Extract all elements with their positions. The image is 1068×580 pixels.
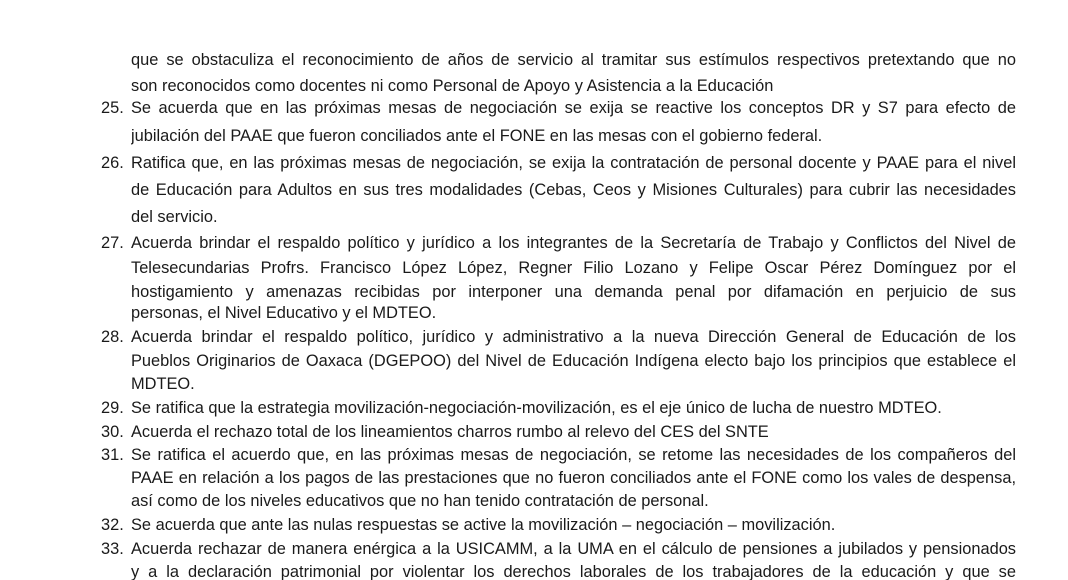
continuation-line-2: son reconocidos como docentes ni como Personal de Apoyo y Asistencia a la Educación [131,77,774,95]
item-31-number: 31. [101,446,124,464]
item-26-number: 26. [101,154,124,172]
item-26-line-2: de Educación para Adultos en sus tres modalidades (Cebas, Ceos y Misiones Culturales) para cubrir las necesidades [131,181,1016,199]
item-29-line-1: Se ratifica que la estrategia movilización-negociación-movilización, es el eje único de lucha de nuestro MDTEO. [131,399,942,417]
item-28-line-1: Acuerda brindar el respaldo político, jurídico y administrativo a la nueva Dirección General de Educación de los [131,328,1016,346]
item-28-number: 28. [101,328,124,346]
item-33-line-1: Acuerda rechazar de manera enérgica a la USICAMM, a la UMA en el cálculo de pensiones a jubilados y pensionados [131,540,1016,558]
item-32-number: 32. [101,516,124,534]
item-27-line-2: Telesecundarias Profrs. Francisco López López, Regner Filio Lozano y Felipe Oscar Pérez Domínguez por el [131,259,1016,277]
item-27-line-3: hostigamiento y amenazas recibidas por interponer una demanda penal por difamación en perjuicio de sus [131,283,1016,301]
item-32-line-1: Se acuerda que ante las nulas respuestas se active la movilización – negociación – movilización. [131,516,836,534]
item-27-number: 27. [101,234,124,252]
item-31-line-2: PAAE en relación a los pagos de las prestaciones que no fueron conciliados ante el FONE como los vales de despensa, [131,469,1016,487]
item-26-line-3: del servicio. [131,208,218,226]
item-25-line-2: jubilación del PAAE que fueron conciliados ante el FONE en las mesas con el gobierno federal. [131,127,823,145]
item-30-line-1: Acuerda el rechazo total de los lineamientos charros rumbo al relevo del CES del SNTE [131,423,769,441]
item-30-number: 30. [101,423,124,441]
item-25-line-1: Se acuerda que en las próximas mesas de negociación se exija se reactive los conceptos DR y S7 para efecto de [131,99,1016,117]
item-28-line-2: Pueblos Originarios de Oaxaca (DGEPOO) del Nivel de Educación Indígena electo bajo los principios que establece el [131,352,1016,370]
item-33-number: 33. [101,540,124,558]
continuation-line-1: que se obstaculiza el reconocimiento de años de servicio al tramitar sus estímulos respectivos pretextando que no [131,51,1016,69]
item-26-line-1: Ratifica que, en las próximas mesas de negociación, se exija la contratación de personal docente y PAAE para el nivel [131,154,1016,172]
item-27-line-1: Acuerda brindar el respaldo político y jurídico a los integrantes de la Secretaría de Trabajo y Conflictos del Nivel de [131,234,1016,252]
item-31-line-1: Se ratifica el acuerdo que, en las próximas mesas de negociación, se retome las necesidades de los compañeros del [131,446,1016,464]
item-33-line-2: y a la declaración patrimonial por violentar los derechos laborales de los trabajadores de la educación y que se [131,563,1016,580]
item-27-line-4: personas, el Nivel Educativo y el MDTEO. [131,304,437,322]
item-25-number: 25. [101,99,124,117]
item-28-line-3: MDTEO. [131,375,195,393]
item-31-line-3: así como de los niveles educativos que no han tenido contratación de personal. [131,492,709,510]
item-29-number: 29. [101,399,124,417]
